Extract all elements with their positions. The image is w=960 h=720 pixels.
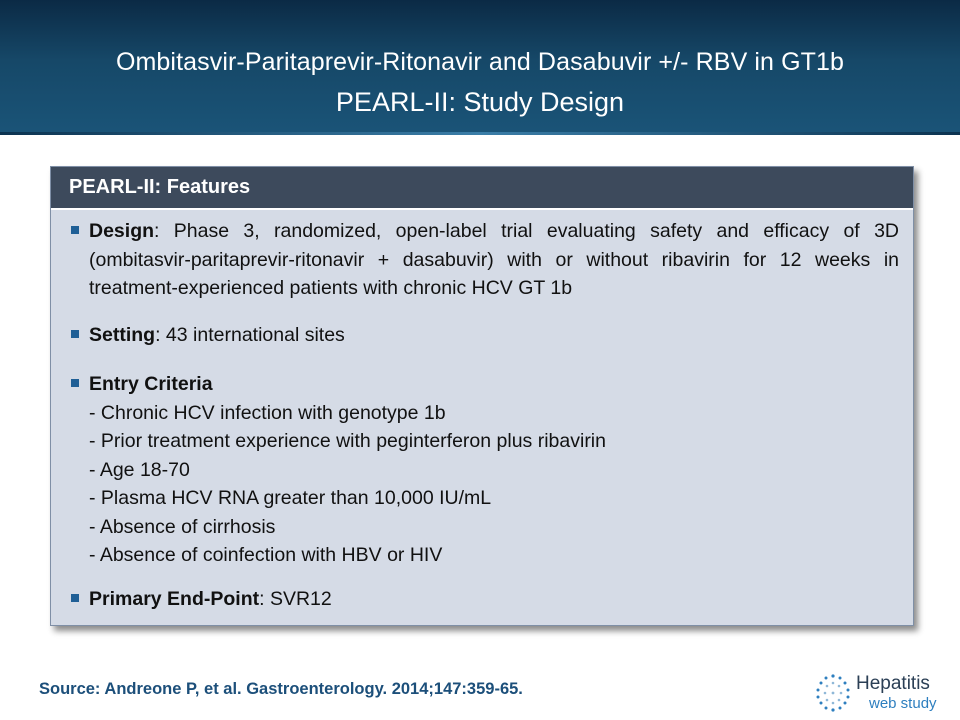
features-card xyxy=(50,166,914,626)
design-text: : Phase 3, randomized, open-label trial evaluating safety and efficacy of 3D (ombitasvir-paritaprevir-ritonavir + dasabuvir) with or without ribavirin for 12 weeks in treatment-experienced patients with chronic HCV GT 1b xyxy=(89,220,899,299)
slide-title: Ombitasvir-Paritaprevir-Ritonavir and Dasabuvir +/- RBV in GT1b xyxy=(115,48,845,76)
setting-label: Setting xyxy=(89,324,156,346)
dot-globe-icon xyxy=(812,672,854,714)
logo-sub-text: web study xyxy=(869,695,937,712)
setting-bullet xyxy=(71,321,899,350)
entry-criteria-item: - Age 18-70 xyxy=(89,458,190,481)
design-bullet xyxy=(71,217,899,303)
logo-brand-text: Hepatitis xyxy=(856,673,930,694)
endpoint-bullet xyxy=(71,585,899,614)
entry-criteria-item: - Prior treatment experience with peginterferon plus ribavirin xyxy=(89,430,606,452)
source-citation: Source: Andreone P, et al. Gastroenterology. 2014;147:359-65. xyxy=(39,680,523,698)
design-label: Design xyxy=(89,220,155,242)
entry-criteria-item: - Absence of cirrhosis xyxy=(89,515,276,538)
features-card-heading: PEARL-II: Features xyxy=(51,167,913,210)
setting-text: : 43 international sites xyxy=(155,324,345,346)
entry-criteria-item: - Chronic HCV infection with genotype 1b xyxy=(89,401,446,424)
entry-criteria-item: - Plasma HCV RNA greater than 10,000 IU/mL xyxy=(89,487,492,509)
slide-subtitle: PEARL-II: Study Design xyxy=(335,87,625,117)
entry-criteria-label: Entry Criteria xyxy=(89,373,213,395)
bullet-square-icon xyxy=(71,226,79,234)
entry-criteria-item: - Absence of coinfection with HBV or HIV xyxy=(89,544,443,566)
endpoint-label: Primary End-Point xyxy=(89,588,260,610)
endpoint-text: : SVR12 xyxy=(259,588,332,610)
bullet-square-icon xyxy=(71,594,79,602)
entry-criteria-bullet xyxy=(71,370,899,570)
bullet-square-icon xyxy=(71,330,79,338)
hepatitis-web-study-logo xyxy=(812,670,952,715)
bullet-square-icon xyxy=(71,379,79,387)
slide-header xyxy=(0,0,960,135)
